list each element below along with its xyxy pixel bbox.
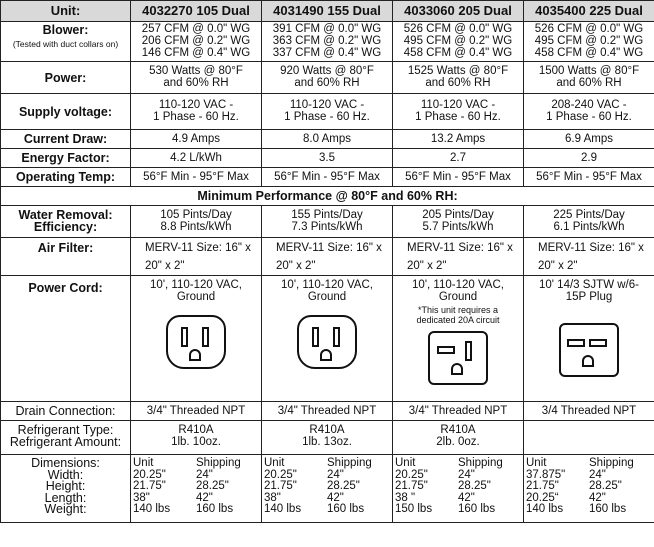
dimensions-row (1, 455, 654, 523)
cord-value: 10' 14/3 SJTW w/6- 15P Plug (539, 279, 639, 303)
blower-value: 391 CFM @ 0.0" WG 363 CFM @ 0.2" WG 337 CFM @ 0.4" WG (262, 22, 393, 62)
blower-label (1, 22, 131, 62)
drain-label: Drain Connection: (1, 402, 131, 421)
drain-value: 3/4" Threaded NPT (131, 402, 262, 421)
drain-row (1, 402, 654, 421)
water-value: 105 Pints/Day 8.8 Pints/kWh (131, 206, 262, 238)
dimensions-unit: Unit 20.25" 21.75" 38" 140 lbs (133, 457, 171, 515)
drain-value: 3/4 Threaded NPT (524, 402, 654, 421)
current-label: Current Draw: (1, 130, 131, 149)
blower-value: 257 CFM @ 0.0" WG 206 CFM @ 0.2" WG 146 CFM @ 0.4" WG (131, 22, 262, 62)
temp-row (1, 168, 654, 187)
power-row (1, 62, 654, 94)
energy-value: 4.2 L/kWh (131, 149, 262, 168)
current-value: 8.0 Amps (262, 130, 393, 149)
temp-value: 56°F Min - 95°F Max (131, 168, 262, 187)
dimensions-shipping: Shipping 24" 28.25" 42" 160 lbs (458, 457, 503, 515)
cord-value: 10', 110-120 VAC, Ground (412, 279, 504, 303)
cord-row (1, 276, 654, 402)
filter-row (1, 238, 654, 276)
refrigerant-label: Refrigerant Type: Refrigerant Amount: (1, 421, 131, 455)
unit-205: 4033060 205 Dual (393, 1, 524, 22)
cord-cell (262, 276, 393, 402)
supply-value: 110-120 VAC - 1 Phase - 60 Hz. (262, 94, 393, 130)
cord-cell (524, 276, 654, 402)
energy-row (1, 149, 654, 168)
cord-value: 10', 110-120 VAC, Ground (281, 279, 373, 303)
refrigerant-value: R410A 2lb. 0oz. (393, 421, 524, 455)
dimensions-cell (393, 455, 524, 523)
power-label: Power: (1, 62, 131, 94)
blower-sublabel: (Tested with duct collars on) (12, 39, 119, 49)
temp-value: 56°F Min - 95°F Max (524, 168, 654, 187)
power-value: 530 Watts @ 80°F and 60% RH (131, 62, 262, 94)
supply-value: 208-240 VAC - 1 Phase - 60 Hz. (524, 94, 654, 130)
current-value: 13.2 Amps (393, 130, 524, 149)
refrigerant-value (524, 421, 654, 455)
refrigerant-value: R410A 1lb. 10oz. (131, 421, 262, 455)
dimensions-unit: Unit 37.875" 21.75" 20.25“ 140 lbs (526, 457, 566, 515)
power-value: 920 Watts @ 80°F and 60% RH (262, 62, 393, 94)
unit-label: Unit: (1, 1, 131, 22)
water-label: Water Removal: Efficiency: (1, 206, 131, 238)
dimensions-unit: Unit 20.25" 21.75" 38 " 150 lbs (395, 457, 433, 515)
energy-value: 2.9 (524, 149, 654, 168)
temp-value: 56°F Min - 95°F Max (262, 168, 393, 187)
blower-value: 526 CFM @ 0.0" WG 495 CFM @ 0.2" WG 458 CFM @ 0.4" WG (524, 22, 654, 62)
section-title: Minimum Performance @ 80°F and 60% RH: (1, 187, 654, 206)
dimensions-label: Dimensions: Width: Height: Length: Weight: (1, 455, 131, 523)
current-value: 4.9 Amps (131, 130, 262, 149)
filter-value: MERV-11 Size: 16" x 20" x 2" (262, 238, 393, 276)
drain-value: 3/4" Threaded NPT (393, 402, 524, 421)
water-value: 225 Pints/Day 6.1 Pints/kWh (524, 206, 654, 238)
dimensions-cell (131, 455, 262, 523)
blower-label-text: Blower: (42, 23, 89, 37)
temp-label: Operating Temp: (1, 168, 131, 187)
section-row (1, 187, 654, 206)
water-value: 155 Pints/Day 7.3 Pints/kWh (262, 206, 393, 238)
dimensions-cell (262, 455, 393, 523)
outlet-icon (264, 315, 390, 369)
energy-value: 3.5 (262, 149, 393, 168)
refrigerant-value: R410A 1lb. 13oz. (262, 421, 393, 455)
dimensions-shipping: Shipping 24" 28.25" 42" 160 lbs (589, 457, 634, 515)
cord-value: 10', 110-120 VAC, Ground (150, 279, 242, 303)
supply-label: Supply voltage: (1, 94, 131, 130)
filter-value: MERV-11 Size: 16" x 20" x 2" (393, 238, 524, 276)
blower-row (1, 22, 654, 62)
circuit-note: *This unit requires a dedicated 20A circuit (416, 305, 500, 325)
temp-value: 56°F Min - 95°F Max (393, 168, 524, 187)
blower-value: 526 CFM @ 0.0" WG 495 CFM @ 0.2" WG 458 CFM @ 0.4" WG (393, 22, 524, 62)
cord-cell (393, 276, 524, 402)
outlet-icon (133, 315, 259, 369)
dimensions-unit: Unit 20.25" 21.75" 38" 140 lbs (264, 457, 302, 515)
water-row (1, 206, 654, 238)
energy-label: Energy Factor: (1, 149, 131, 168)
unit-225: 4035400 225 Dual (524, 1, 654, 22)
power-value: 1500 Watts @ 80°F and 60% RH (524, 62, 654, 94)
current-row (1, 130, 654, 149)
refrigerant-row (1, 421, 654, 455)
cord-cell (131, 276, 262, 402)
supply-value: 110-120 VAC - 1 Phase - 60 Hz. (131, 94, 262, 130)
power-value: 1525 Watts @ 80°F and 60% RH (393, 62, 524, 94)
dimensions-shipping: Shipping 24" 28.25" 42" 160 lbs (196, 457, 241, 515)
outlet-20a-icon (395, 331, 521, 385)
outlet-6-15-icon (526, 323, 652, 377)
unit-105: 4032270 105 Dual (131, 1, 262, 22)
dimensions-shipping: Shipping 24" 28.25" 42" 160 lbs (327, 457, 372, 515)
filter-label: Air Filter: (1, 238, 131, 276)
header-row (1, 1, 654, 22)
drain-value: 3/4" Threaded NPT (262, 402, 393, 421)
filter-value: MERV-11 Size: 16" x 20" x 2" (131, 238, 262, 276)
cord-label: Power Cord: (1, 276, 131, 402)
energy-value: 2.7 (393, 149, 524, 168)
unit-155: 4031490 155 Dual (262, 1, 393, 22)
filter-value: MERV-11 Size: 16" x 20" x 2" (524, 238, 654, 276)
dimensions-cell (524, 455, 654, 523)
supply-value: 110-120 VAC - 1 Phase - 60 Hz. (393, 94, 524, 130)
supply-row (1, 94, 654, 130)
current-value: 6.9 Amps (524, 130, 654, 149)
water-value: 205 Pints/Day 5.7 Pints/kWh (393, 206, 524, 238)
